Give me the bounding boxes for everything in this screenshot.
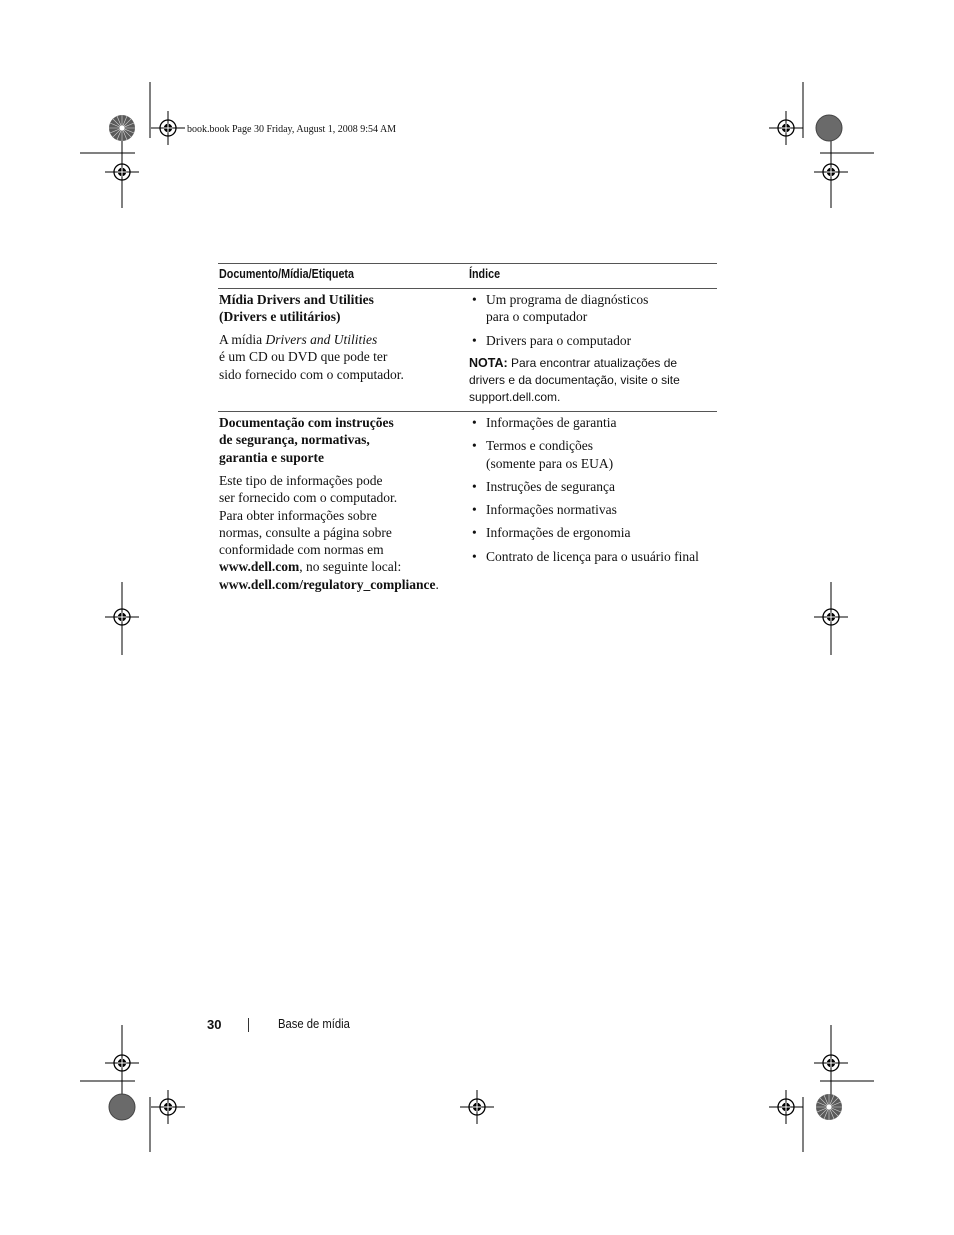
footer-separator [248, 1018, 249, 1032]
list-item: • Contrato de licença para o usuário final [472, 548, 699, 565]
list-item: • Informações de garantia [472, 414, 699, 431]
row1-title: Mídia Drivers and Utilities (Drivers e utilitários) [219, 292, 374, 325]
header-col-index: Índice [469, 267, 501, 281]
list-item: • Instruções de segurança [472, 478, 699, 495]
slug-line: book.book Page 30 Friday, August 1, 2008 9:54 AM [187, 124, 397, 135]
row1-bullet-list [472, 291, 648, 355]
list-item: • Informações normativas [472, 501, 699, 518]
row1-note: NOTA: Para encontrar atualizações de drivers e da documentação, visite o site support.dell.com. [469, 356, 680, 404]
regulatory-link[interactable]: www.dell.com/regulatory_compliance [219, 576, 436, 592]
list-item: • Um programa de diagnósticos para o computador [472, 291, 648, 326]
support-link[interactable]: support.dell.com [469, 390, 558, 404]
list-item: • Drivers para o computador [472, 332, 648, 349]
header-rule [218, 288, 717, 289]
list-item: • Informações de ergonomia [472, 524, 699, 541]
row-divider [218, 411, 717, 412]
row2-title: Documentação com instruções de segurança, normativas, garantia e suporte [219, 415, 394, 465]
row2-bullet-list [472, 414, 699, 571]
dell-link[interactable]: www.dell.com [219, 559, 300, 575]
row1-description: A mídia Drivers and Utilities é um CD ou DVD que pode ter sido fornecido com o computador. [219, 332, 404, 382]
list-item: • Termos e condições (somente para os EUA) [472, 437, 699, 472]
header-col-document: Documento/Mídia/Etiqueta [219, 267, 354, 281]
footer-section-title: Base de mídia [278, 1017, 350, 1031]
row2-description: Este tipo de informações pode ser fornecido com o computador. Para obter informações sobre normas, consulte a página sobre conformidade com normas em www.dell.com, no seguinte local: www.dell.com/regulatory_compliance. [219, 473, 439, 592]
table-top-rule [218, 263, 717, 264]
page-number: 30 [207, 1017, 222, 1032]
